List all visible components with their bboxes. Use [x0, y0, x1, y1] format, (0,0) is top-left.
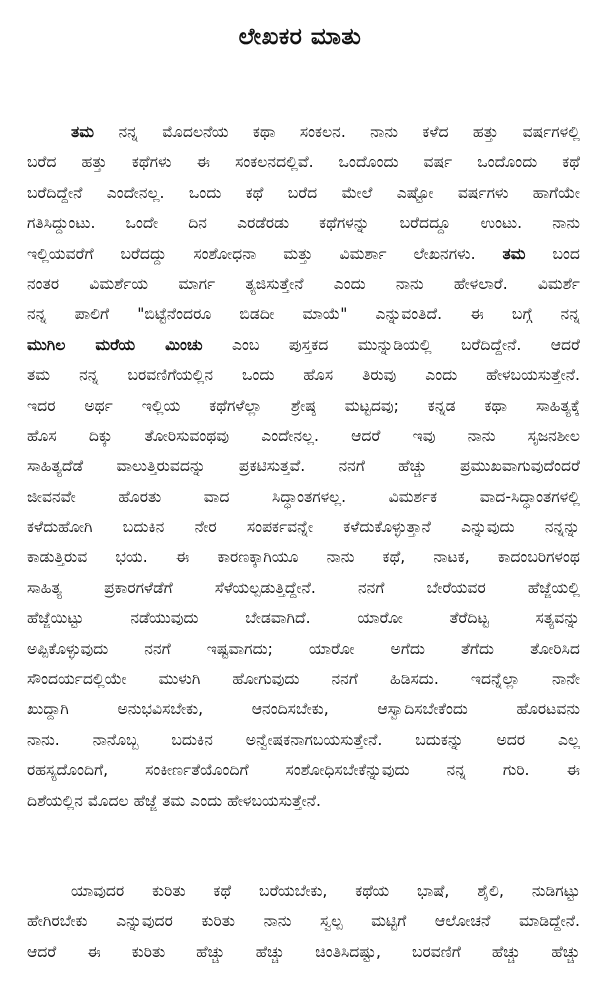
text-line	[27, 391, 580, 421]
text-line	[27, 208, 580, 238]
text-line	[27, 786, 580, 816]
text-segment: ನಂತರ ವಿಮರ್ಶೆಯ ಮಾರ್ಗ ತ್ಯಜಿಸುತ್ತೇನೆ ಎಂದು ನಾನು ಹೇಳಲಾರೆ. ವಿಮರ್ಶೆ	[27, 274, 580, 293]
text-line	[27, 906, 580, 936]
bold-term: ತಮ	[502, 244, 526, 263]
text-segment: ಹೊಸ ದಿಕ್ಕು ತೋರಿಸುವಂಥವು ಎಂದೇನಲ್ಲ. ಆದರೆ ಇವು ನಾನು ಸೃಜನಶೀಲ	[27, 426, 580, 445]
text-segment: ಆದರೆ ಈ ಕುರಿತು ಹೆಚ್ಚು ಹೆಚ್ಚು ಚಿಂತಿಸಿದಷ್ಟು, ಬರವಣಿಗೆ ಹೆಚ್ಚು ಹೆಚ್ಚು	[27, 942, 580, 961]
page-title: ಲೇಖಕರ ಮಾತು	[238, 24, 362, 50]
text-line	[27, 482, 580, 512]
paragraph-1	[27, 117, 580, 816]
text-segment: ನನ್ನ ಪಾಲಿಗೆ "ಬಿಟ್ಟೆನೆಂದರೂ ಬಿಡದೀ ಮಾಯೆ" ಎನ್ನುವಂತಿದೆ. ಈ ಬಗ್ಗೆ ನನ್ನ	[27, 305, 580, 324]
text-line	[27, 573, 580, 603]
text-segment: ಬಂದ	[525, 244, 580, 263]
text-line	[27, 451, 580, 481]
text-line	[27, 664, 580, 694]
text-segment: ಬರೆದ ಹತ್ತು ಕಥೆಗಳು ಈ ಸಂಕಲನದಲ್ಲಿವೆ. ಒಂದೊಂದು ವರ್ಷ ಒಂದೊಂದು ಕಥೆ	[27, 153, 580, 172]
text-segment: ಜೀವನವೇ ಹೊರತು ವಾದ ಸಿದ್ಧಾಂತಗಳಲ್ಲ. ವಿಮರ್ಶಕ ವಾದ-ಸಿದ್ಧಾಂತಗಳಲ್ಲಿ	[27, 487, 580, 506]
text-segment: ಕಾಡುತ್ತಿರುವ ಭಯ. ಈ ಕಾರಣಕ್ಕಾಗಿಯೂ ನಾನು ಕಥೆ, ನಾಟಕ, ಕಾದಂಬರಿಗಳಂಥ	[27, 548, 580, 567]
paragraph-2	[27, 876, 580, 967]
text-line	[27, 512, 580, 542]
text-line	[27, 117, 580, 147]
text-line	[27, 421, 580, 451]
text-line	[27, 330, 580, 360]
text-line	[27, 269, 580, 299]
text-line	[27, 360, 580, 390]
text-line	[27, 937, 580, 967]
text-line	[27, 178, 580, 208]
text-segment: ಗತಿಸಿದ್ದುಂಟು. ಒಂದೇ ದಿನ ಎರಡೆರಡು ಕಥೆಗಳನ್ನು ಬರೆದದ್ದೂ ಉಂಟು. ನಾನು	[27, 214, 580, 233]
text-segment: ಹೆಜ್ಜೆಯಿಟ್ಟು ನಡೆಯುವುದು ಬೇಡವಾಗಿದೆ. ಯಾರೋ ತೆರೆದಿಟ್ಟ ಸತ್ಯವನ್ನು	[27, 609, 580, 628]
text-segment: ಸೌಂದರ್ಯದಲ್ಲಿಯೇ ಮುಳುಗಿ ಹೋಗುವುದು ನನಗೆ ಹಿಡಿಸದು. ಇದನ್ನೆಲ್ಲಾ ನಾನೇ	[27, 670, 580, 689]
text-segment: ಖುದ್ದಾಗಿ ಅನುಭವಿಸಬೇಕು, ಆನಂದಿಸಬೇಕು, ಆಸ್ವಾದಿಸಬೇಕೆಂದು ಹೊರಟವನು	[27, 700, 580, 719]
text-segment: ನನ್ನ ಮೊದಲನೆಯ ಕಥಾ ಸಂಕಲನ. ನಾನು ಕಳೆದ ಹತ್ತು ವರ್ಷಗಳಲ್ಲಿ	[94, 123, 580, 141]
text-line	[27, 542, 580, 572]
text-line	[27, 755, 580, 785]
text-line	[27, 299, 580, 329]
text-line	[27, 725, 580, 755]
text-segment: ತಮ ನನ್ನ ಬರವಣಿಗೆಯಲ್ಲಿನ ಒಂದು ಹೊಸ ತಿರುವು ಎಂದು ಹೇಳಬಯಸುತ್ತೇನೆ.	[27, 366, 580, 385]
text-line	[27, 603, 580, 633]
text-segment: ಸಾಹಿತ್ಯ ಪ್ರಕಾರಗಳೆಡೆಗೆ ಸೆಳೆಯಲ್ಪಡುತ್ತಿದ್ದೇನೆ. ನನಗೆ ಬೇರೆಯವರ ಹೆಜ್ಜೆಯಲ್ಲಿ	[27, 578, 580, 597]
text-segment: ಬರೆದಿದ್ದೇನೆ ಎಂದೇನಲ್ಲ. ಒಂದು ಕಥೆ ಬರೆದ ಮೇಲೆ ಎಷ್ಟೋ ವರ್ಷಗಳು ಹಾಗೆಯೇ	[27, 183, 580, 202]
text-line	[27, 147, 580, 177]
text-segment: ಸಾಹಿತ್ಯದೆಡೆ ವಾಲುತ್ತಿರುವದನ್ನು ಪ್ರಕಟಿಸುತ್ತವೆ. ನನಗೆ ಹೆಚ್ಚು ಪ್ರಮುಖವಾಗುವುದೆಂದರೆ	[27, 457, 580, 476]
text-line	[27, 634, 580, 664]
text-segment: ದಿಶೆಯಲ್ಲಿನ ಮೊದಲ ಹೆಜ್ಜೆ ತಮ ಎಂದು ಹೇಳಬಯಸುತ್ತೇನೆ.	[27, 791, 321, 810]
text-line	[27, 876, 580, 906]
text-segment: ಕಳೆದುಹೋಗಿ ಬದುಕಿನ ನೇರ ಸಂಪರ್ಕವನ್ನೇ ಕಳೆದುಕೊಳ್ಳುತ್ತಾನೆ ಎನ್ನುವುದು ನನ್ನನ್ನು	[27, 518, 580, 537]
text-segment: ಎಂಬ ಪುಸ್ತಕದ ಮುನ್ನುಡಿಯಲ್ಲಿ ಬರೆದಿದ್ದೇನೆ. ಆದರೆ	[202, 335, 580, 354]
text-segment: ಇಲ್ಲಿಯವರೆಗೆ ಬರೆದದ್ದು ಸಂಶೋಧನಾ ಮತ್ತು ವಿಮರ್ಶಾ ಲೇಖನಗಳು.	[27, 244, 503, 263]
text-line	[27, 694, 580, 724]
text-segment: ನಾನು. ನಾನೊಬ್ಬ ಬದುಕಿನ ಅನ್ವೇಷಕನಾಗಬಯಸುತ್ತೇನೆ. ಬದುಕನ್ನು ಅದರ ಎಲ್ಲ	[27, 730, 580, 749]
text-segment: ಹೇಗಿರಬೇಕು ಎನ್ನುವುದರ ಕುರಿತು ನಾನು ಸ್ವಲ್ಪ ಮಟ್ಟಿಗೆ ಆಲೋಚನೆ ಮಾಡಿದ್ದೇನೆ.	[27, 912, 580, 931]
text-line	[27, 239, 580, 269]
text-segment: ಇದರ ಅರ್ಥ ಇಲ್ಲಿಯ ಕಥೆಗಳೆಲ್ಲಾ ಶ್ರೇಷ್ಠ ಮಟ್ಟದವು; ಕನ್ನಡ ಕಥಾ ಸಾಹಿತ್ಯಕ್ಕೆ	[27, 396, 580, 415]
text-segment: ಯಾವುದರ ಕುರಿತು ಕಥೆ ಬರೆಯಬೇಕು, ಕಥೆಯ ಭಾಷೆ, ಶೈಲಿ, ನುಡಿಗಟ್ಟು	[71, 882, 580, 900]
bold-term: ತಮ	[71, 123, 95, 141]
text-segment: ಅಪ್ಪಿಕೊಳ್ಳುವುದು ನನಗೆ ಇಷ್ಟವಾಗದು; ಯಾರೋ ಅಗೆದು ತೆಗೆದು ತೋರಿಸಿದ	[27, 639, 580, 658]
bold-term: ಮುಗಿಲ ಮರೆಯ ಮಿಂಚು	[27, 335, 203, 354]
text-segment: ರಹಸ್ಯದೊಂದಿಗೆ, ಸಂಕೀರ್ಣತೆಯೊಂದಿಗೆ ಸಂಶೋಧಿಸಬೇಕೆನ್ನುವುದು ನನ್ನ ಗುರಿ. ಈ	[27, 761, 580, 780]
